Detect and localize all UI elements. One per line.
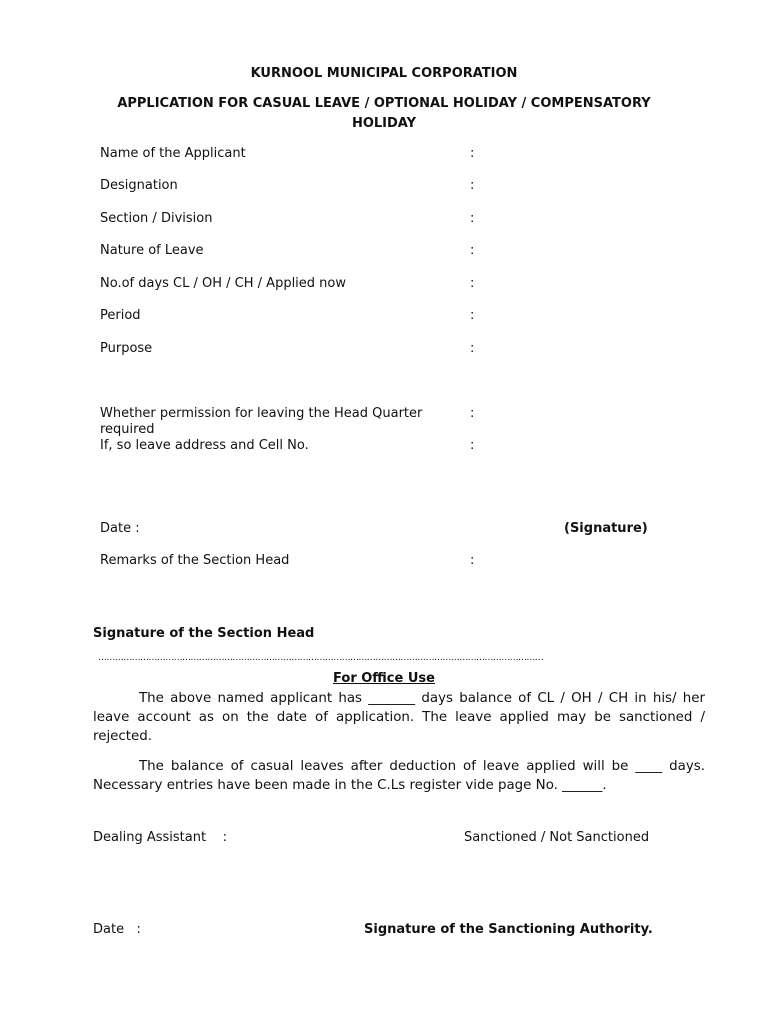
- field-colon-applicant: :: [470, 146, 475, 161]
- office-paragraph-1: [93, 689, 705, 746]
- sanction-status: Sanctioned / Not Sanctioned: [464, 830, 650, 845]
- hq-colon: :: [470, 406, 475, 421]
- sanctioning-authority-signature: Signature of the Sanctioning Authority.: [364, 922, 653, 937]
- address-colon: :: [470, 438, 475, 453]
- dealing-assistant-label: Dealing Assistant :: [93, 830, 227, 845]
- field-label-period: Period: [100, 308, 141, 323]
- address-label: If, so leave address and Cell No.: [100, 438, 309, 453]
- field-colon-days: :: [470, 276, 475, 291]
- form-title-line2: HOLIDAY: [351, 116, 417, 131]
- signature-label: (Signature): [564, 521, 648, 536]
- org-title: KURNOOL MUNICIPAL CORPORATION: [250, 66, 518, 81]
- field-label-nature: Nature of Leave: [100, 243, 204, 258]
- field-colon-nature: :: [470, 243, 475, 258]
- field-colon-designation: :: [470, 178, 475, 193]
- office-paragraph-2: [93, 757, 705, 795]
- office-paragraph-1-text: The above named applicant has _______ days balance of CL / OH / CH in his/ her leave account as on the date of application. The leave applied may be sanctioned / rejected.: [93, 691, 705, 744]
- form-title-line1: APPLICATION FOR CASUAL LEAVE / OPTIONAL HOLIDAY / COMPENSATORY: [117, 96, 651, 111]
- dotted-divider: ……………………………………………………………………………………………………………………………………………: [98, 653, 544, 663]
- hq-label-line1: Whether permission for leaving the Head Quarter: [100, 406, 423, 421]
- remarks-colon: :: [470, 553, 475, 568]
- field-label-purpose: Purpose: [100, 341, 153, 356]
- office-date-label: Date :: [93, 922, 141, 937]
- field-label-days: No.of days CL / OH / CH / Applied now: [100, 276, 347, 291]
- office-use-heading: For Office Use: [333, 671, 435, 686]
- field-colon-section: :: [470, 211, 475, 226]
- field-label-designation: Designation: [100, 178, 178, 193]
- field-label-section: Section / Division: [100, 211, 213, 226]
- remarks-label: Remarks of the Section Head: [100, 553, 290, 568]
- office-paragraph-2-text: The balance of casual leaves after deduction of leave applied will be ____ days. Necessary entries have been made in the C.Ls register vide page No. ______.: [93, 759, 705, 793]
- field-colon-period: :: [470, 308, 475, 323]
- hq-label-line2: required: [100, 422, 155, 437]
- section-head-signature: Signature of the Section Head: [93, 626, 315, 641]
- field-colon-purpose: :: [470, 341, 475, 356]
- field-label-applicant: Name of the Applicant: [100, 146, 246, 161]
- date-label: Date :: [100, 521, 140, 536]
